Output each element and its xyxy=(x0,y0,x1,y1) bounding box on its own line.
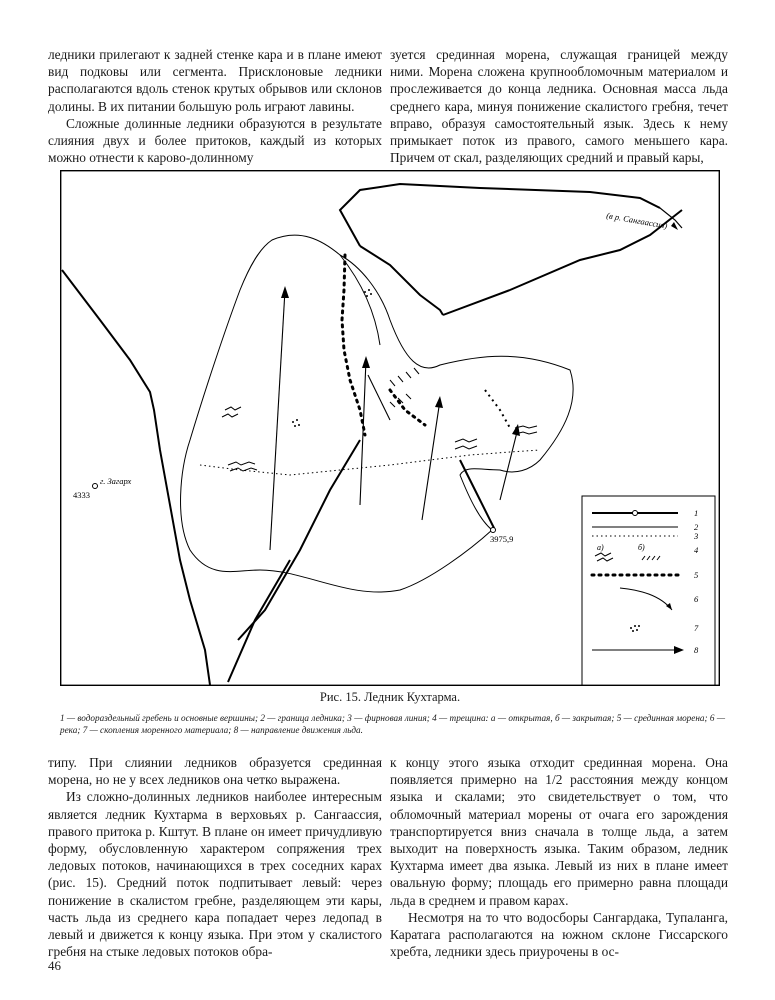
legend-num-5: 5 xyxy=(694,570,699,580)
peak-left-marker xyxy=(93,484,98,489)
text-column-top-left xyxy=(48,46,382,166)
ice-flow-arrowheads xyxy=(281,286,520,436)
paragraph: Сложные долинные ледники образуются в результате слияния двух и более притоков, каждый из которых можно отнести к карово-долинному xyxy=(48,115,382,166)
river-arrow xyxy=(671,222,678,230)
ridge-line-bottom xyxy=(228,560,290,682)
medial-moraine-right xyxy=(485,390,510,428)
river-label: (в р. Сангаассия) xyxy=(605,210,669,231)
glacier-map-svg xyxy=(60,170,720,686)
legend-num-1: 1 xyxy=(694,508,699,518)
legend-sub-a: а) xyxy=(597,543,604,552)
medial-moraine-left xyxy=(342,255,365,435)
legend-num-6: 6 xyxy=(694,594,699,604)
peak-right-marker xyxy=(491,528,496,533)
map-legend xyxy=(582,496,715,686)
map-frame xyxy=(61,171,720,686)
text-column-bottom-left xyxy=(48,754,382,960)
paragraph: зуется срединная морена, служащая границей между ними. Морена сложена крупнообломочным материалом и прослеживается до конца ледника. Основная масса льда среднего кара, минуя понижение скалистого гребня, течет вправо, образуя самостоятельный язык. Здесь к нему примыкает поток из правого, самого меньшего кара. Причем от скал, разделяющих средний и правый кары, xyxy=(390,47,728,166)
figure-legend-text: 1 — водораздельный гребень и основные вершины; 2 — граница ледника; 3 — фирновая линия; 4 — трещина: а — открытая, б — закрытая; 5 — срединная морена; 6 — река; 7 — скопления моренного материала; 8 — направление движения льда. xyxy=(60,713,725,735)
paragraph: ледники прилегают к задней стенке кара и в плане имеют вид подковы или сегмента. Присклоновые ледники располагаются вдоль стенок крутых обрывов или склонов долины. В их питании большую роль играют лавины. xyxy=(48,47,382,114)
legend-symbol-4a xyxy=(595,553,613,561)
legend-num-2: 2 xyxy=(694,522,699,532)
ridge-line-middle xyxy=(360,246,443,315)
paragraph: к концу этого языка отходит срединная морена. Она появляется примерно на 1/2 расстояния между концом языка и скалами; это свидетельствует о том, что обломочный материал морены от очага его зарождения транспортируется вниз сначала в толще льда, а затем выходит на поверхность языка. Таким образом, ледник Кухтарма имеет два языка. Левый из них в плане имеет овальную форму; площадь его примерно равна площади льда в среднем и правом карах. xyxy=(390,755,728,908)
text-column-top-right xyxy=(390,46,728,166)
paragraph: Несмотря на то что водосборы Сангардака, Тупаланга, Каратага располагаются на южном склоне Гиссарского хребта, ледники здесь приурочены в ос- xyxy=(390,909,728,960)
peak-left-name: г. Загарх xyxy=(100,476,132,486)
legend-symbol-6 xyxy=(620,588,672,610)
legend-symbol-7 xyxy=(630,625,640,632)
peak-right-height: 3975,9 xyxy=(490,534,514,544)
paragraph: Из сложно-долинных ледников наиболее интересным является ледник Кухтарма в верховьях р. Сангаассия, правого притока р. Кштут. В плане он имеет причудливую форму, обусловленную характером сопряжения трех ледовых потоков, начинающихся в трех соседних карах (рис. 15). Средний поток подпитывает левый: через понижение в скалистом гребне, разделяющем эти кары, часть льда из среднего кара попадает через ледопад в левый и движется к концу языка. При этом у скалистого гребня на стыке ледовых потоков обра- xyxy=(48,789,382,960)
legend-symbol-4b xyxy=(642,556,660,560)
figure-glacier-map xyxy=(60,170,720,686)
legend-num-3: 3 xyxy=(694,531,699,541)
paragraph: типу. При слиянии ледников образуется срединная морена, но не у всех ледников она четко выражена. xyxy=(48,755,382,788)
figure-caption: Рис. 15. Ледник Кухтарма. xyxy=(319,690,461,704)
ridge-line-left xyxy=(62,270,210,685)
text-column-bottom-right xyxy=(390,754,728,960)
legend-num-8: 8 xyxy=(694,645,699,655)
page-number: 46 xyxy=(48,958,61,973)
peak-left-height: 4333 xyxy=(73,490,90,500)
legend-num-4: 4 xyxy=(694,545,699,555)
legend-sub-b: б) xyxy=(638,543,645,552)
crevasses xyxy=(222,368,537,471)
legend-num-7: 7 xyxy=(694,623,699,633)
